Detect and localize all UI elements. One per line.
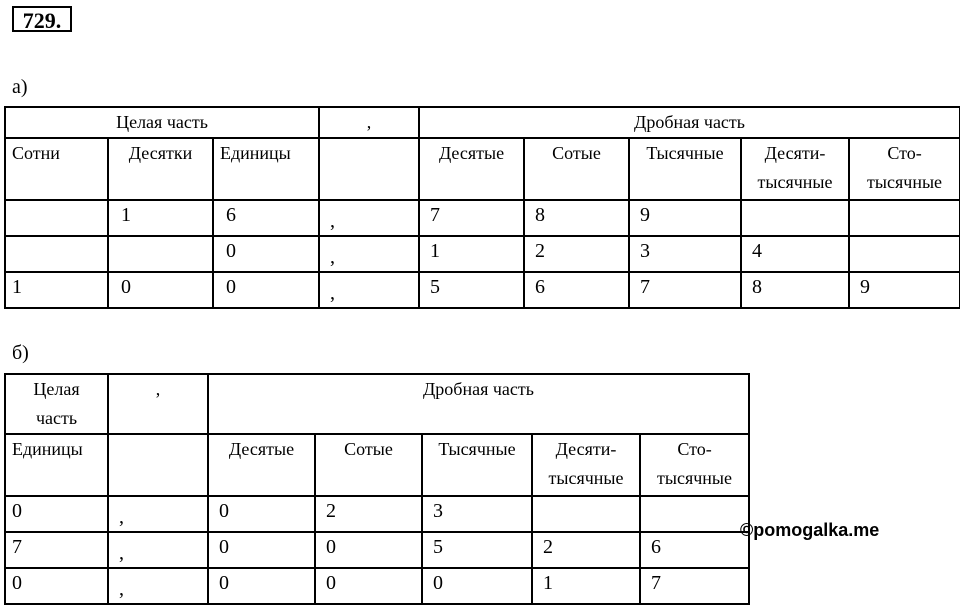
cell: 0 — [208, 568, 315, 604]
cell: 1 — [532, 568, 640, 604]
cell: 0 — [208, 532, 315, 568]
part-a-label: а) — [12, 76, 28, 98]
place-value-table-a — [4, 106, 960, 309]
cell: 7 — [419, 200, 524, 236]
cell: 1 — [419, 236, 524, 272]
comma-header: , — [319, 107, 419, 138]
cell — [108, 236, 213, 272]
whole-part-header: Целая часть — [5, 107, 319, 138]
cell: 3 — [629, 236, 741, 272]
whole-part-header: Целая часть — [5, 374, 108, 434]
cell: 2 — [315, 496, 422, 532]
cell: , — [319, 272, 419, 308]
col-hundred-thousandths: Сто- тысячные — [849, 138, 960, 200]
cell: 6 — [524, 272, 629, 308]
col-tenths: Десятые — [419, 138, 524, 200]
comma-header: , — [108, 374, 208, 434]
cell: 0 — [213, 272, 319, 308]
cell: 0 — [315, 568, 422, 604]
col-units: Единицы — [213, 138, 319, 200]
cell — [849, 236, 960, 272]
cell: 7 — [629, 272, 741, 308]
cell: 6 — [640, 532, 749, 568]
col-thousandths: Тысячные — [629, 138, 741, 200]
table-row — [5, 272, 960, 308]
fraction-part-header: Дробная часть — [419, 107, 960, 138]
cell: 7 — [640, 568, 749, 604]
cell: , — [319, 236, 419, 272]
cell — [5, 236, 108, 272]
cell: 0 — [213, 236, 319, 272]
cell: 6 — [213, 200, 319, 236]
col-hundredths: Сотые — [524, 138, 629, 200]
cell: 8 — [741, 272, 849, 308]
cell: 8 — [524, 200, 629, 236]
col-ten-thousandths: Десяти- тысячные — [532, 434, 640, 496]
cell: 5 — [419, 272, 524, 308]
cell: 2 — [532, 532, 640, 568]
place-value-table-b — [4, 373, 750, 605]
part-b-label: б) — [12, 342, 29, 364]
col-hundred-thousandths: Сто- тысячные — [640, 434, 749, 496]
cell — [5, 200, 108, 236]
cell: 0 — [315, 532, 422, 568]
cell: 1 — [5, 272, 108, 308]
col-thousandths: Тысячные — [422, 434, 532, 496]
table-row — [5, 200, 960, 236]
cell: , — [108, 532, 208, 568]
col-hundredths: Сотые — [315, 434, 422, 496]
cell: 4 — [741, 236, 849, 272]
cell: 1 — [108, 200, 213, 236]
col-units: Единицы — [5, 434, 108, 496]
problem-number: 729. — [12, 6, 72, 32]
cell: , — [319, 200, 419, 236]
col-tens: Десятки — [108, 138, 213, 200]
cell — [849, 200, 960, 236]
col-tenths: Десятые — [208, 434, 315, 496]
table-row — [5, 496, 749, 532]
cell: 9 — [629, 200, 741, 236]
cell: , — [108, 568, 208, 604]
watermark: ©pomogalka.me — [740, 520, 880, 540]
table-row — [5, 236, 960, 272]
cell: 0 — [422, 568, 532, 604]
col-comma — [319, 138, 419, 200]
col-comma — [108, 434, 208, 496]
cell: 2 — [524, 236, 629, 272]
cell: 0 — [5, 568, 108, 604]
cell: 7 — [5, 532, 108, 568]
cell — [532, 496, 640, 532]
table-row — [5, 532, 749, 568]
cell — [741, 200, 849, 236]
cell: , — [108, 496, 208, 532]
fraction-part-header: Дробная часть — [208, 374, 749, 434]
cell: 9 — [849, 272, 960, 308]
cell: 0 — [208, 496, 315, 532]
cell: 0 — [108, 272, 213, 308]
table-row — [5, 568, 749, 604]
cell — [640, 496, 749, 532]
col-hundreds: Сотни — [5, 138, 108, 200]
cell: 3 — [422, 496, 532, 532]
cell: 0 — [5, 496, 108, 532]
cell: 5 — [422, 532, 532, 568]
col-ten-thousandths: Десяти- тысячные — [741, 138, 849, 200]
